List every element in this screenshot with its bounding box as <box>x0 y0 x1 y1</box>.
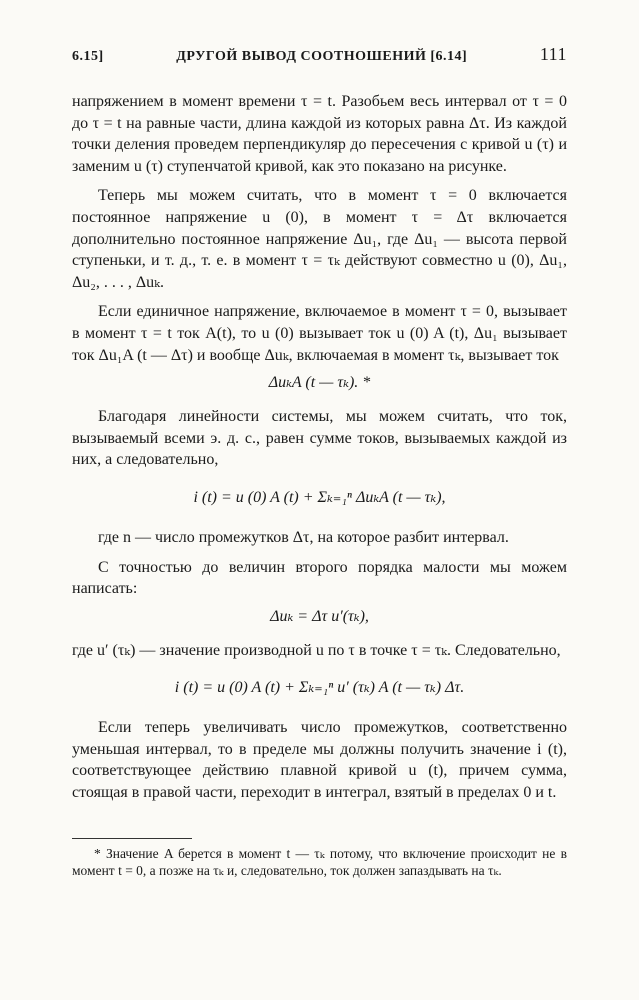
running-title: ДРУГОЙ ВЫВОД СООТНОШЕНИЙ [6.14] <box>176 49 468 64</box>
footnote: * Значение A берется в момент t — τₖ потому, что включение происходит не в момент t = 0, а позже на τₖ и, следовательно, ток должен запаздывать на τₖ. <box>72 845 567 878</box>
paragraph-3: Если единичное напряжение, включаемое в момент τ = 0, вызывает в момент τ = t ток A(t), то u (0) вызывает ток u (0) A (t), Δu₁ вызывает ток Δu₁A (t — Δτ) и вообще Δuₖ, включаемая в момент τₖ, вызывает ток <box>72 303 567 364</box>
paragraph-6: С точностью до величин второго порядка малости мы можем написать: <box>72 558 567 598</box>
paragraph-7: где u′ (τₖ) — значение производной u по τ в точке τ = τₖ. Следовательно, <box>72 641 561 659</box>
paragraph-4: Благодаря линейности системы, мы можем считать, что ток, вызываемый всеми э. д. с., равен сумме токов, вызываемых каждой из них, а следовательно, <box>72 408 567 469</box>
paragraph-1: напряжением в момент времени τ = t. Разобьем весь интервал от τ = 0 до τ = t на равные части, длина каждой из которых равна Δτ. Из каждой точки деления проведем перпендикуляр до пересечения с кривой u (τ) и заменим u (τ) ступенчатой кривой, как это показано на рисунке. <box>72 93 567 175</box>
formula-4: i (t) = u (0) A (t) + Σₖ₌₁ⁿ u′ (τₖ) A (t — τₖ) Δτ. <box>174 679 465 697</box>
paragraph-8: Если теперь увеличивать число промежутков, соответственно уменьшая интервал, то в пределе мы должны получить значение i (t), соответствующее действию плавной кривой u (t), причем сумма, стоящая в правой части, переходит в интеграл, взятый в пределах 0 и t. <box>72 719 567 802</box>
page <box>72 44 567 879</box>
paragraph-5: где n — число промежутков Δτ, на которое разбит интервал. <box>98 528 509 546</box>
formula-1: ΔuₖA (t — τₖ). * <box>268 374 371 392</box>
footnote-divider <box>72 838 192 839</box>
page-number: 111 <box>539 44 567 64</box>
section-number: 6.15] <box>72 49 104 64</box>
paragraph-2: Теперь мы можем считать, что в момент τ = 0 включается постоянное напряжение u (0), в момент τ = Δτ включается дополнительно постоянное напряжение Δu₁, где Δu₁ — высота первой ступеньки, и т. д., т. е. в момент τ = τₖ действуют совместно u (0), Δu₁, Δu₂, . . . , Δuₖ. <box>72 187 567 291</box>
running-header <box>72 44 567 65</box>
formula-3: Δuₖ = Δτ u′(τₖ), <box>270 607 369 625</box>
formula-2: i (t) = u (0) A (t) + Σₖ₌₁ⁿ ΔuₖA (t — τₖ), <box>193 488 446 506</box>
